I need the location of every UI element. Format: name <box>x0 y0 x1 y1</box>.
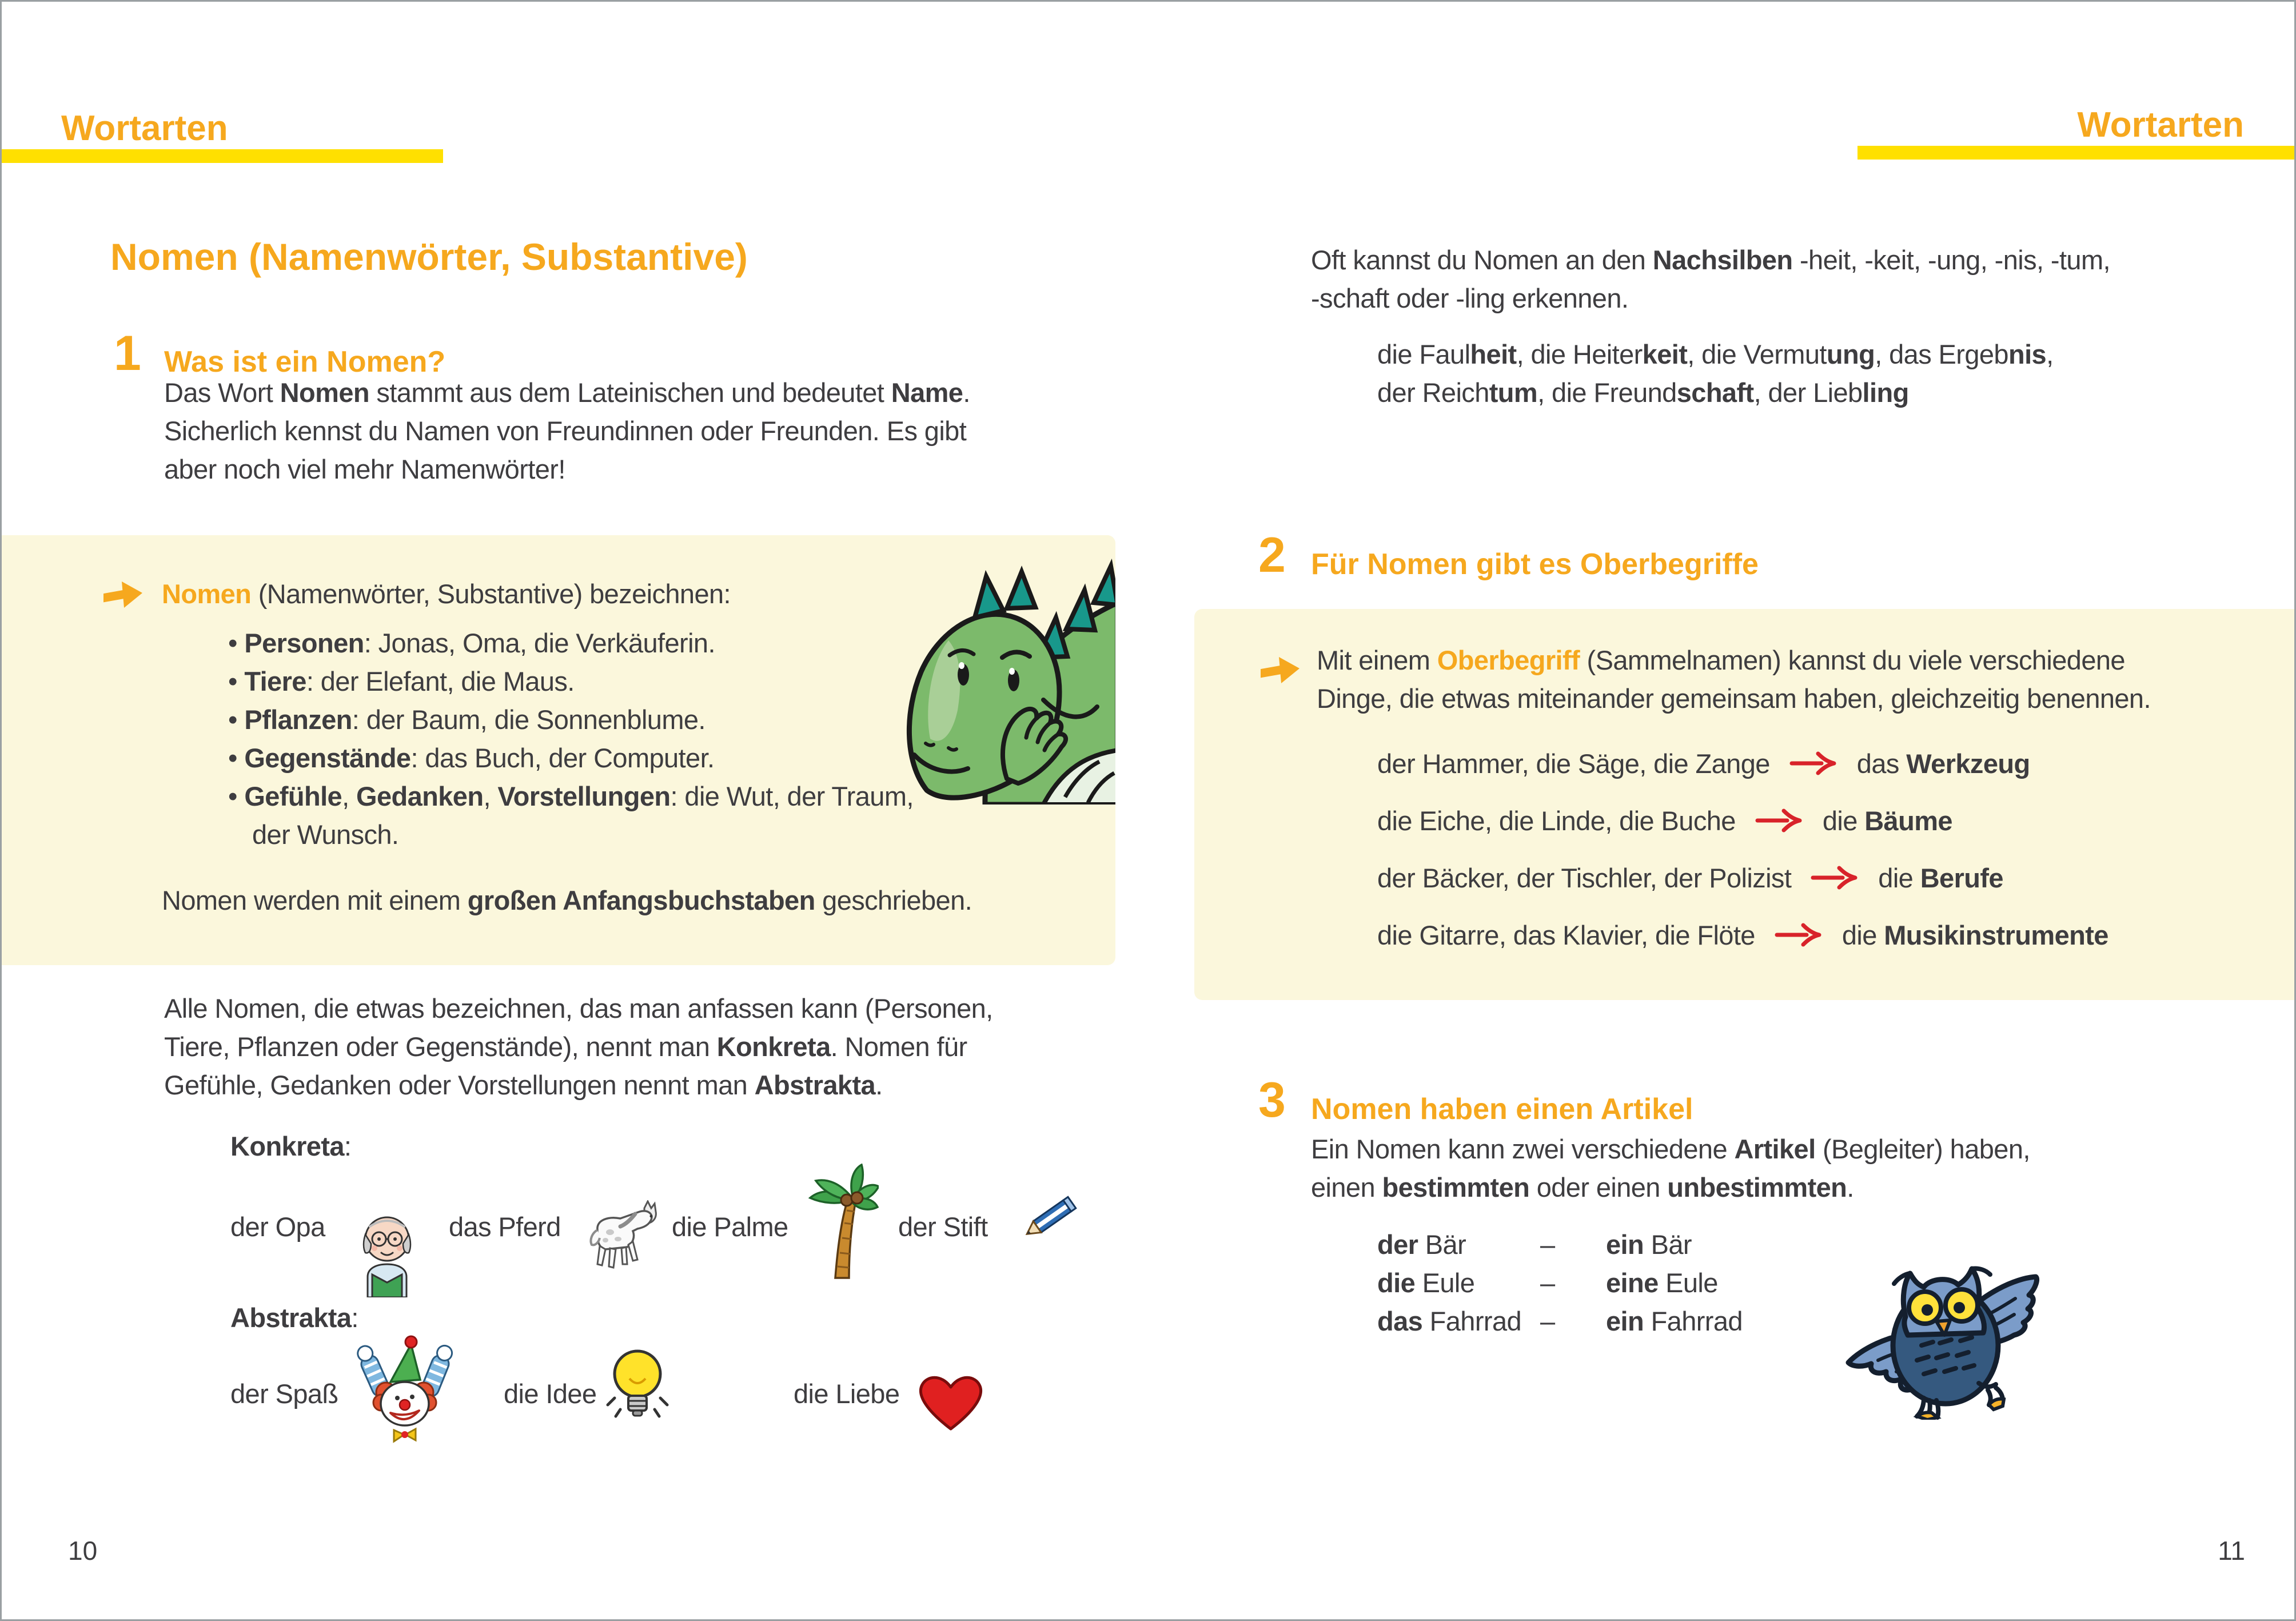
row-items: der Bäcker, der Tischler, der Polizist <box>1377 862 1792 893</box>
section-3-number: 3 <box>1258 1073 1286 1128</box>
article-indefinite: eine Eule <box>1606 1268 1718 1298</box>
row-target: die Bäume <box>1822 805 1952 836</box>
header-underline-left <box>2 149 443 163</box>
section-2-number: 2 <box>1258 528 1286 583</box>
dinosaur-illustration <box>894 539 1115 804</box>
abstrakta-item-label: der Spaß <box>230 1379 338 1409</box>
paragraph-line: Mit einem Oberbegriff (Sammelnamen) kannst du viele verschiedene <box>1317 645 2125 675</box>
nachsilben-paragraph <box>1311 241 2110 317</box>
nomen-bullet-list <box>228 624 914 854</box>
paragraph-line: Oft kannst du Nomen an den Nachsilben -heit, -keit, -ung, -nis, -tum, <box>1311 245 2110 275</box>
oberbegriff-row <box>1377 917 2108 953</box>
paragraph-line: Alle Nomen, die etwas bezeichnen, das man anfassen kann (Personen, <box>164 993 993 1023</box>
paragraph-line: aber noch viel mehr Namenwörter! <box>164 454 565 484</box>
bullet-item: • Gefühle, Gedanken, Vorstellungen: die Wut, der Traum, <box>228 781 914 811</box>
abstrakta-label: Abstrakta: <box>230 1303 358 1333</box>
konkreta-item-label: das Pferd <box>449 1212 561 1242</box>
artikel-paragraph <box>1311 1130 2030 1206</box>
bullet-item-continuation: der Wunsch. <box>252 819 399 850</box>
highlight-box-note: Nomen werden mit einem großen Anfangsbuchstaben geschrieben. <box>162 885 972 915</box>
article-dash: – <box>1540 1306 1555 1336</box>
row-target: die Berufe <box>1878 862 2003 893</box>
article-indefinite: ein Fahrrad <box>1606 1306 1743 1336</box>
section-3-heading: Nomen haben einen Artikel <box>1311 1093 1693 1126</box>
konkreta-label: Konkreta: <box>230 1131 352 1161</box>
section-2-heading: Für Nomen gibt es Oberbegriffe <box>1311 548 1759 581</box>
page-left-header: Wortarten <box>61 109 228 148</box>
page-title: Nomen (Namenwörter, Substantive) <box>110 236 748 278</box>
red-arrow-icon <box>1773 922 1824 948</box>
konkreta-item-label: der Stift <box>898 1212 988 1242</box>
paragraph-line: Ein Nomen kann zwei verschiedene Artikel (Begleiter) haben, <box>1311 1134 2030 1164</box>
row-target: das Werkzeug <box>1856 748 2030 779</box>
header-underline-right <box>1857 146 2296 160</box>
konkreta-item-label: die Palme <box>672 1212 788 1242</box>
paragraph-line: Tiere, Pflanzen oder Gegenstände), nennt man Konkreta. Nomen für <box>164 1031 967 1062</box>
red-arrow-icon <box>1809 865 1860 891</box>
bullet-item: • Personen: Jonas, Oma, die Verkäuferin. <box>228 628 715 658</box>
article-definite: die Eule <box>1377 1268 1475 1298</box>
row-target: die Musikinstrumente <box>1841 919 2108 950</box>
light-bulb-illustration <box>603 1343 672 1432</box>
article-definite: das Fahrrad <box>1377 1306 1522 1336</box>
pencil-illustration <box>1017 1190 1085 1245</box>
row-items: die Eiche, die Linde, die Buche <box>1377 805 1736 836</box>
oberbegriff-row <box>1377 802 1952 839</box>
palm-tree-illustration <box>800 1164 879 1281</box>
section-1-heading: Was ist ein Nomen? <box>164 345 446 379</box>
suffix-examples <box>1377 335 2054 412</box>
article-definite: der Bär <box>1377 1229 1466 1260</box>
oberbegriff-row <box>1377 745 2030 782</box>
red-arrow-icon <box>1754 807 1804 834</box>
example-line: die Faulheit, die Heiterkeit, die Vermutung, das Ergebnis, <box>1377 339 2054 369</box>
bullet-item: • Gegenstände: das Buch, der Computer. <box>228 743 715 773</box>
horse-illustration <box>580 1200 659 1270</box>
grandpa-illustration <box>356 1207 418 1297</box>
oberbegriff-intro <box>1317 641 2151 718</box>
section-1-number: 1 <box>114 326 141 381</box>
owl-illustration <box>1844 1248 2045 1420</box>
abstrakta-item-label: die Liebe <box>794 1379 900 1409</box>
paragraph-line: einen bestimmten oder einen unbestimmten. <box>1311 1172 1854 1202</box>
right-arrow-icon <box>103 578 145 610</box>
article-dash: – <box>1540 1229 1555 1260</box>
example-line: der Reichtum, die Freundschaft, der Liebling <box>1377 377 1909 408</box>
article-table <box>1377 1225 1743 1340</box>
heart-illustration <box>914 1372 987 1435</box>
bullet-item: • Tiere: der Elefant, die Maus. <box>228 666 575 696</box>
bullet-item: • Pflanzen: der Baum, die Sonnenblume. <box>228 704 705 735</box>
article-dash: – <box>1540 1268 1555 1298</box>
row-items: die Gitarre, das Klavier, die Flöte <box>1377 919 1755 950</box>
paragraph-line: Gefühle, Gedanken oder Vorstellungen nennt man Abstrakta. <box>164 1070 883 1100</box>
highlight-box-intro: Nomen (Namenwörter, Substantive) bezeichnen: <box>162 579 731 609</box>
konkreta-paragraph <box>164 989 993 1104</box>
paragraph-line: Das Wort Nomen stammt aus dem Lateinischen und bedeutet Name. <box>164 377 970 408</box>
section-1-paragraph <box>164 373 970 488</box>
paragraph-line: Sicherlich kennst du Namen von Freundinnen oder Freunden. Es gibt <box>164 416 967 446</box>
red-arrow-icon <box>1788 750 1839 776</box>
konkreta-item-label: der Opa <box>230 1212 325 1242</box>
page-right-header: Wortarten <box>2077 105 2244 145</box>
paragraph-line: Dinge, die etwas miteinander gemeinsam haben, gleichzeitig benennen. <box>1317 683 2151 714</box>
abstrakta-item-label: die Idee <box>504 1379 597 1409</box>
page-number-right: 11 <box>2218 1536 2245 1566</box>
row-items: der Hammer, die Säge, die Zange <box>1377 748 1770 779</box>
right-arrow-icon <box>1261 654 1302 686</box>
page-number-left: 10 <box>68 1536 98 1566</box>
clown-illustration <box>354 1329 456 1458</box>
article-indefinite: ein Bär <box>1606 1229 1692 1260</box>
paragraph-line: -schaft oder -ling erkennen. <box>1311 283 1629 313</box>
oberbegriff-row <box>1377 859 2003 896</box>
